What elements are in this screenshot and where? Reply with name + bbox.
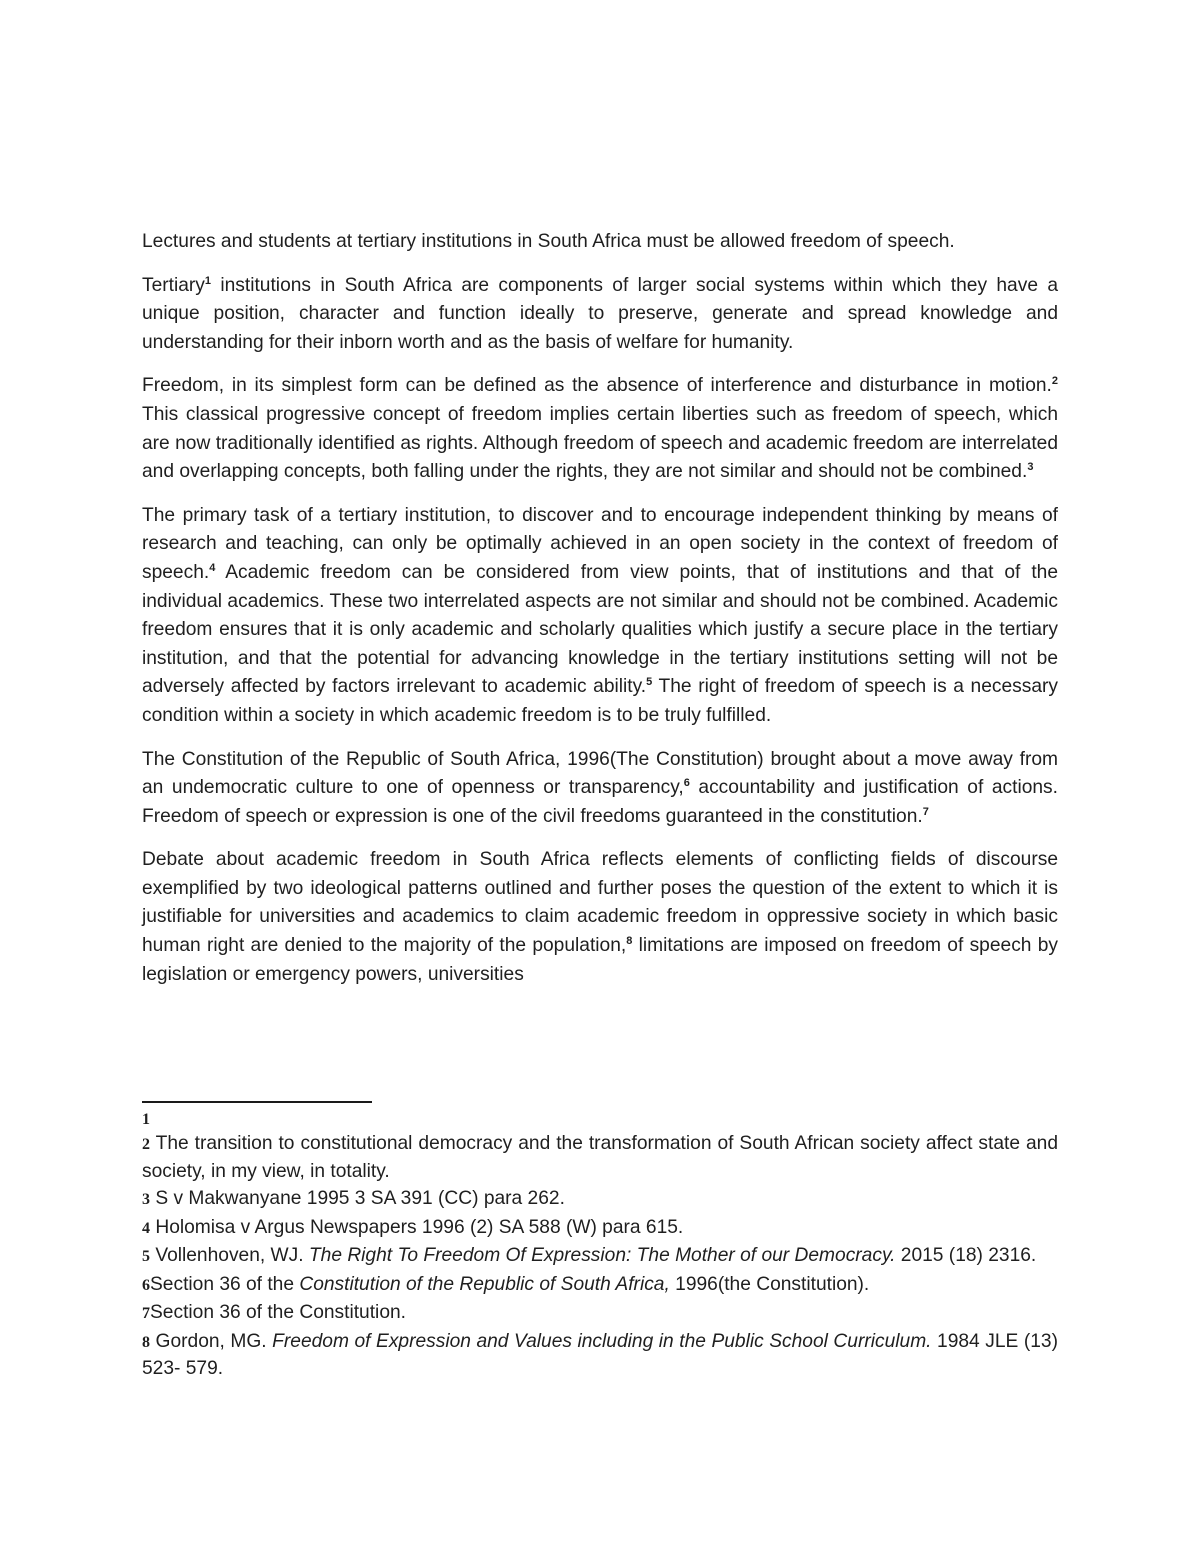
paragraph-text: The Constitution of the Republic of South Africa, 1996(The Constitution) brought about a move away from an undemocratic culture to one of openness or transparency, bbox=[142, 748, 1058, 799]
footnote-ref-6[interactable]: 6 bbox=[683, 777, 690, 790]
paragraph-text: institutions in South Africa are components of larger social systems within which they have a unique position, character and function ideally to preserve, generate and spread knowledge and understanding for their inborn worth and as the basis of welfare for humanity. bbox=[142, 274, 1058, 353]
paragraph-3 bbox=[142, 502, 1058, 731]
paragraph-text: The right of freedom of speech is a necessary condition within a society in which academic freedom is to be truly fulfilled. bbox=[142, 676, 1059, 726]
paragraph-text: This classical progressive concept of freedom implies certain liberties such as freedom of speech, which are now traditionally identified as rights. Although freedom of speech and academic freedom are interrelated and overlapping concepts, both falling under the rights, they are not similar and should not be combined. bbox=[142, 403, 1058, 483]
footnote-3 bbox=[142, 1186, 1058, 1214]
footnote-citation-title: Freedom of Expression and Values including in the Public School Curriculum. bbox=[272, 1330, 932, 1352]
footnote-text: Gordon, MG. bbox=[150, 1330, 273, 1352]
footnote-text: Section 36 of the Constitution. bbox=[150, 1302, 406, 1323]
footnote-number: 5 bbox=[142, 1248, 150, 1265]
footnote-number: 4 bbox=[142, 1219, 150, 1237]
footnote-number: 2 bbox=[142, 1136, 150, 1153]
footnote-5 bbox=[142, 1243, 1058, 1271]
footnote-number: 3 bbox=[142, 1191, 150, 1208]
essay-title: Lectures and students at tertiary institutions in South Africa must be allowed freedom of speech. bbox=[142, 231, 955, 252]
paragraph-text: Academic freedom can be considered from view points, that of institutions and that of the individual academics. These two interrelated aspects are not similar and should not be combined. Academic freedom ensures that it is only academic and scholarly qualities which justify a secure place in the tertiary institution, and that the potential for advancing knowledge in the tertiary institutions setting will not be adversely affected by factors irrelevant to academic ability. bbox=[142, 561, 1058, 698]
footnote-6 bbox=[142, 1272, 1058, 1300]
footnote-citation-title: The Right To Freedom Of Expression: The Mother of our Democracy. bbox=[308, 1245, 896, 1266]
paragraph-text: Debate about academic freedom in South Africa reflects elements of conflicting fields of discourse exemplified by two ideological patterns outlined and further poses the question of the extent to which it is justifiable for universities and academics to claim academic freedom in oppressive society in which basic human right are denied to the majority of the population, bbox=[142, 849, 1058, 957]
footnote-number: 6 bbox=[142, 1276, 150, 1294]
footnote-ref-1[interactable]: 1 bbox=[204, 274, 212, 287]
footnote-text: Holomisa v Argus Newspapers 1996 (2) SA 588 (W) para 615. bbox=[150, 1216, 684, 1238]
footnote-number: 8 bbox=[142, 1333, 150, 1351]
paragraph-1 bbox=[142, 272, 1058, 358]
paragraph-text: Freedom, in its simplest form can be defined as the absence of interference and disturbance in motion. bbox=[142, 375, 1052, 397]
footnote-text: The transition to constitutional democracy and the transformation of South African society affect state and society, in my view, in totality. bbox=[142, 1133, 1058, 1182]
footnote-text: 1984 JLE (13) 523- 579. bbox=[142, 1330, 1058, 1379]
paragraph-4 bbox=[142, 746, 1058, 832]
footnote-text: Section 36 of the bbox=[150, 1273, 300, 1295]
footnote-1 bbox=[142, 1106, 1058, 1130]
footnote-ref-4[interactable]: 4 bbox=[209, 561, 216, 574]
footnote-text: 2015 (18) 2316. bbox=[895, 1245, 1037, 1266]
footnote-ref-2[interactable]: 2 bbox=[1051, 375, 1058, 388]
paragraph-2 bbox=[142, 372, 1058, 486]
paragraph-text: The primary task of a tertiary institution, to discover and to encourage independent thinking by means of research and teaching, can only be optimally achieved in an open society in the context of freedom of speech. bbox=[142, 504, 1058, 583]
footnote-number: 7 bbox=[142, 1305, 150, 1322]
paragraph-5 bbox=[142, 846, 1058, 989]
footnote-text: Vollenhoven, WJ. bbox=[150, 1245, 309, 1266]
footnote-ref-7[interactable]: 7 bbox=[922, 805, 929, 818]
document-body bbox=[142, 228, 1058, 1004]
footnote-text: S v Makwanyane 1995 3 SA 391 (CC) para 262. bbox=[150, 1188, 565, 1209]
footnote-number: 1 bbox=[142, 1111, 150, 1128]
footnote-7 bbox=[142, 1300, 1058, 1328]
footnote-2 bbox=[142, 1131, 1058, 1185]
footnote-ref-3[interactable]: 3 bbox=[1027, 461, 1034, 474]
footnote-4 bbox=[142, 1215, 1058, 1243]
paragraph-text: limitations are imposed on freedom of speech by legislation or emergency powers, universities bbox=[142, 935, 1058, 985]
footnote-ref-8[interactable]: 8 bbox=[626, 935, 633, 948]
footnote-text: 1996(the Constitution). bbox=[669, 1273, 870, 1295]
footnote-citation-title: Constitution of the Republic of South Africa, bbox=[299, 1273, 670, 1295]
footnote-8 bbox=[142, 1329, 1058, 1383]
paragraph-text: Tertiary bbox=[142, 274, 205, 296]
footnotes bbox=[142, 1106, 1058, 1384]
footnote-separator bbox=[142, 1101, 372, 1103]
paragraph-text: accountability and justification of actions. Freedom of speech or expression is one of the civil freedoms guaranteed in the constitution. bbox=[142, 777, 1058, 827]
footnote-ref-5[interactable]: 5 bbox=[646, 676, 653, 689]
